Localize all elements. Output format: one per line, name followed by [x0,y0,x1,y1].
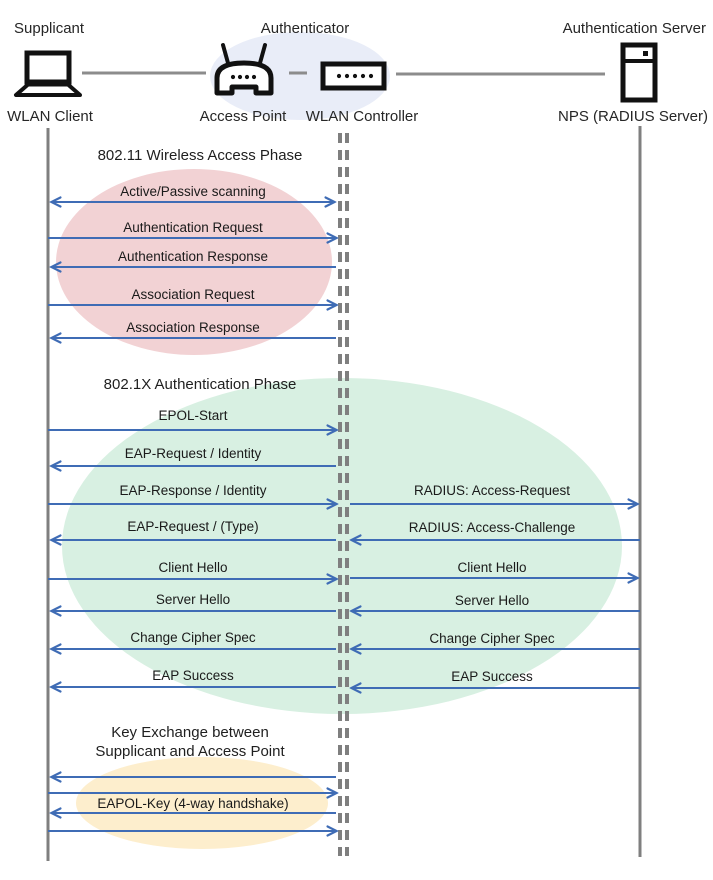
device-nps-label: NPS (RADIUS Server) [557,108,709,125]
message-label: Server Hello [454,593,530,608]
phase3-title-line2: Supplicant and Access Point [95,743,285,760]
message-label: Authentication Request [123,220,263,235]
phase3-title-line1: Key Exchange between [111,724,269,741]
server-icon [621,45,657,100]
device-access-point-label: Access Point [199,108,287,125]
message-label: EAP-Request / Identity [124,446,262,461]
message-label: EAPOL-Key (4-way handshake) [97,796,289,811]
device-wlan-controller-label: WLAN Controller [305,108,419,125]
role-authentication-server-label: Authentication Server [562,20,706,37]
phase1-title: 802.11 Wireless Access Phase [97,147,303,164]
message-label: EAP Success [152,668,234,683]
message-label: EAP-Response / Identity [119,483,267,498]
message-label: Server Hello [155,592,231,607]
device-wlan-client-label: WLAN Client [7,108,93,125]
wlan-controller-icon [323,64,384,88]
message-label: Association Request [131,287,255,302]
message-label: Client Hello [158,560,228,575]
message-label: Change Cipher Spec [130,630,256,645]
phase2-title: 802.1X Authentication Phase [103,376,297,393]
message-label: RADIUS: Access-Challenge [408,520,576,535]
message-label: EPOL-Start [158,408,228,423]
message-label: EAP-Request / (Type) [127,519,259,534]
message-label: RADIUS: Access-Request [413,483,571,498]
laptop-icon [16,53,80,95]
message-label: Active/Passive scanning [120,184,266,199]
message-label: Association Response [126,320,260,335]
role-supplicant-label: Supplicant [14,20,85,37]
message-label: Change Cipher Spec [429,631,555,646]
message-label: Authentication Response [117,249,269,264]
message-label: EAP Success [451,669,533,684]
role-authenticator-label: Authenticator [260,20,350,37]
message-label: Client Hello [457,560,527,575]
